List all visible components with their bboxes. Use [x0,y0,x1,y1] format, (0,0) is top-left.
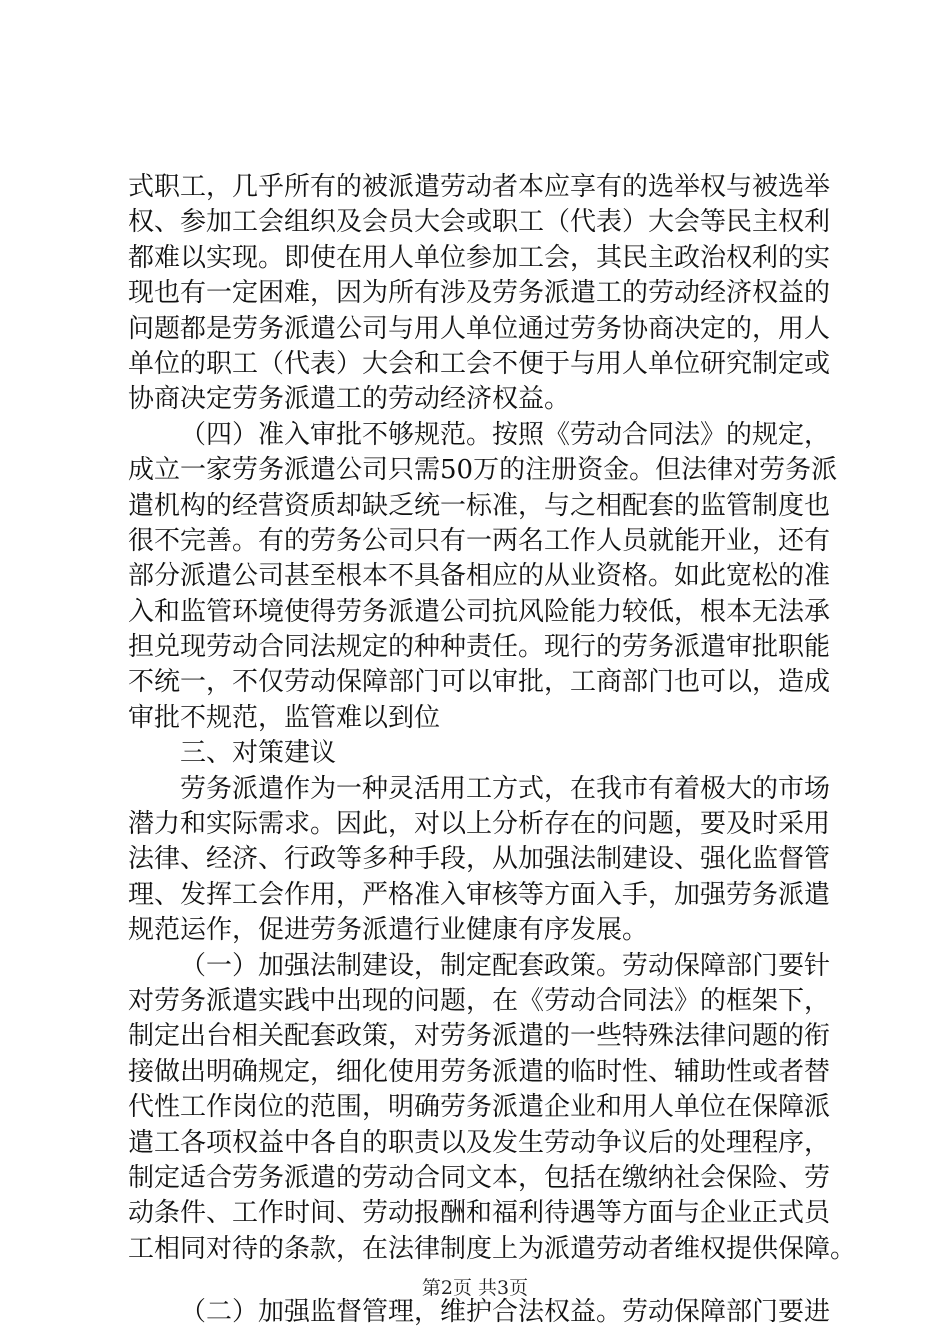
text-line: 制定出台相关配套政策，对劳务派遣的一些特殊法律问题的衔 [128,1021,831,1052]
text-line: 权、参加工会组织及会员大会或职工（代表）大会等民主权利 [128,207,831,238]
text-line: 部分派遣公司甚至根本不具备相应的从业资格。如此宽松的准 [128,561,831,592]
paragraph-first-line: 劳务派遣作为一种灵活用工方式，在我市有着极大的市场 [180,773,831,804]
text-line: 工相同对待的条款，在法律制度上为派遣劳动者维权提供保障。 [128,1233,857,1264]
page-footer: 第2页 共3页 [421,1277,529,1299]
text-line: 式职工，几乎所有的被派遣劳动者本应享有的选举权与被选举 [128,172,831,202]
section-heading: 三、对策建议 [180,738,337,769]
text-line: 制定适合劳务派遣的劳动合同文本，包括在缴纳社会保险、劳 [128,1162,831,1193]
paragraph-first-line: （四）准入审批不够规范。按照《劳动合同法》的规定， [180,419,831,450]
text-line: 现也有一定困难，因为所有涉及劳务派遣工的劳动经济权益的 [128,278,831,309]
text-line: 问题都是劳务派遣公司与用人单位通过劳务协商决定的，用人 [128,313,831,344]
text-line: 审批不规范，监管难以到位 [128,702,441,733]
text-line: 潜力和实际需求。因此，对以上分析存在的问题，要及时采用 [128,809,831,840]
text-line: 都难以实现。即使在用人单位参加工会，其民主政治权利的实 [128,242,831,273]
body-text [128,170,857,1331]
text-line: 接做出明确规定，细化使用劳务派遣的临时性、辅助性或者替 [128,1056,831,1087]
text-line: 对劳务派遣实践中出现的问题，在《劳动合同法》的框架下， [128,985,831,1016]
text-line: 不统一，不仅劳动保障部门可以审批，工商部门也可以，造成 [128,667,831,698]
text-line: 遣工各项权益中各自的职责以及发生劳动争议后的处理程序， [128,1127,831,1158]
text-line: 代性工作岗位的范围，明确劳务派遣企业和用人单位在保障派 [128,1092,831,1123]
paragraph-first-line: （二）加强监督管理，维护合法权益。劳动保障部门要进 [180,1297,831,1328]
text-line: 入和监管环境使得劳务派遣公司抗风险能力较低，根本无法承 [128,596,831,627]
text-line: 很不完善。有的劳务公司只有一两名工作人员就能开业，还有 [128,525,831,556]
text-line: 协商决定劳务派遣工的劳动经济权益。 [128,384,571,415]
text-line: 动条件、工作时间、劳动报酬和福利待遇等方面与企业正式员 [128,1198,831,1229]
text-line: 法律、经济、行政等多种手段，从加强法制建设、强化监督管 [128,844,831,875]
text-line: 单位的职工（代表）大会和工会不便于与用人单位研究制定或 [128,348,831,379]
text-line: 担兑现劳动合同法规定的种种责任。现行的劳务派遣审批职能 [128,632,831,663]
text-line: 理、发挥工会作用，严格准入审核等方面入手，加强劳务派遣 [128,879,831,910]
paragraph-first-line: （一）加强法制建设，制定配套政策。劳动保障部门要针 [180,950,831,981]
text-line: 规范运作，促进劳务派遣行业健康有序发展。 [128,915,649,946]
text-line: 遣机构的经营资质却缺乏统一标准，与之相配套的监管制度也 [128,490,831,521]
text-line: 成立一家劳务派遣公司只需50万的注册资金。但法律对劳务派 [128,455,838,486]
